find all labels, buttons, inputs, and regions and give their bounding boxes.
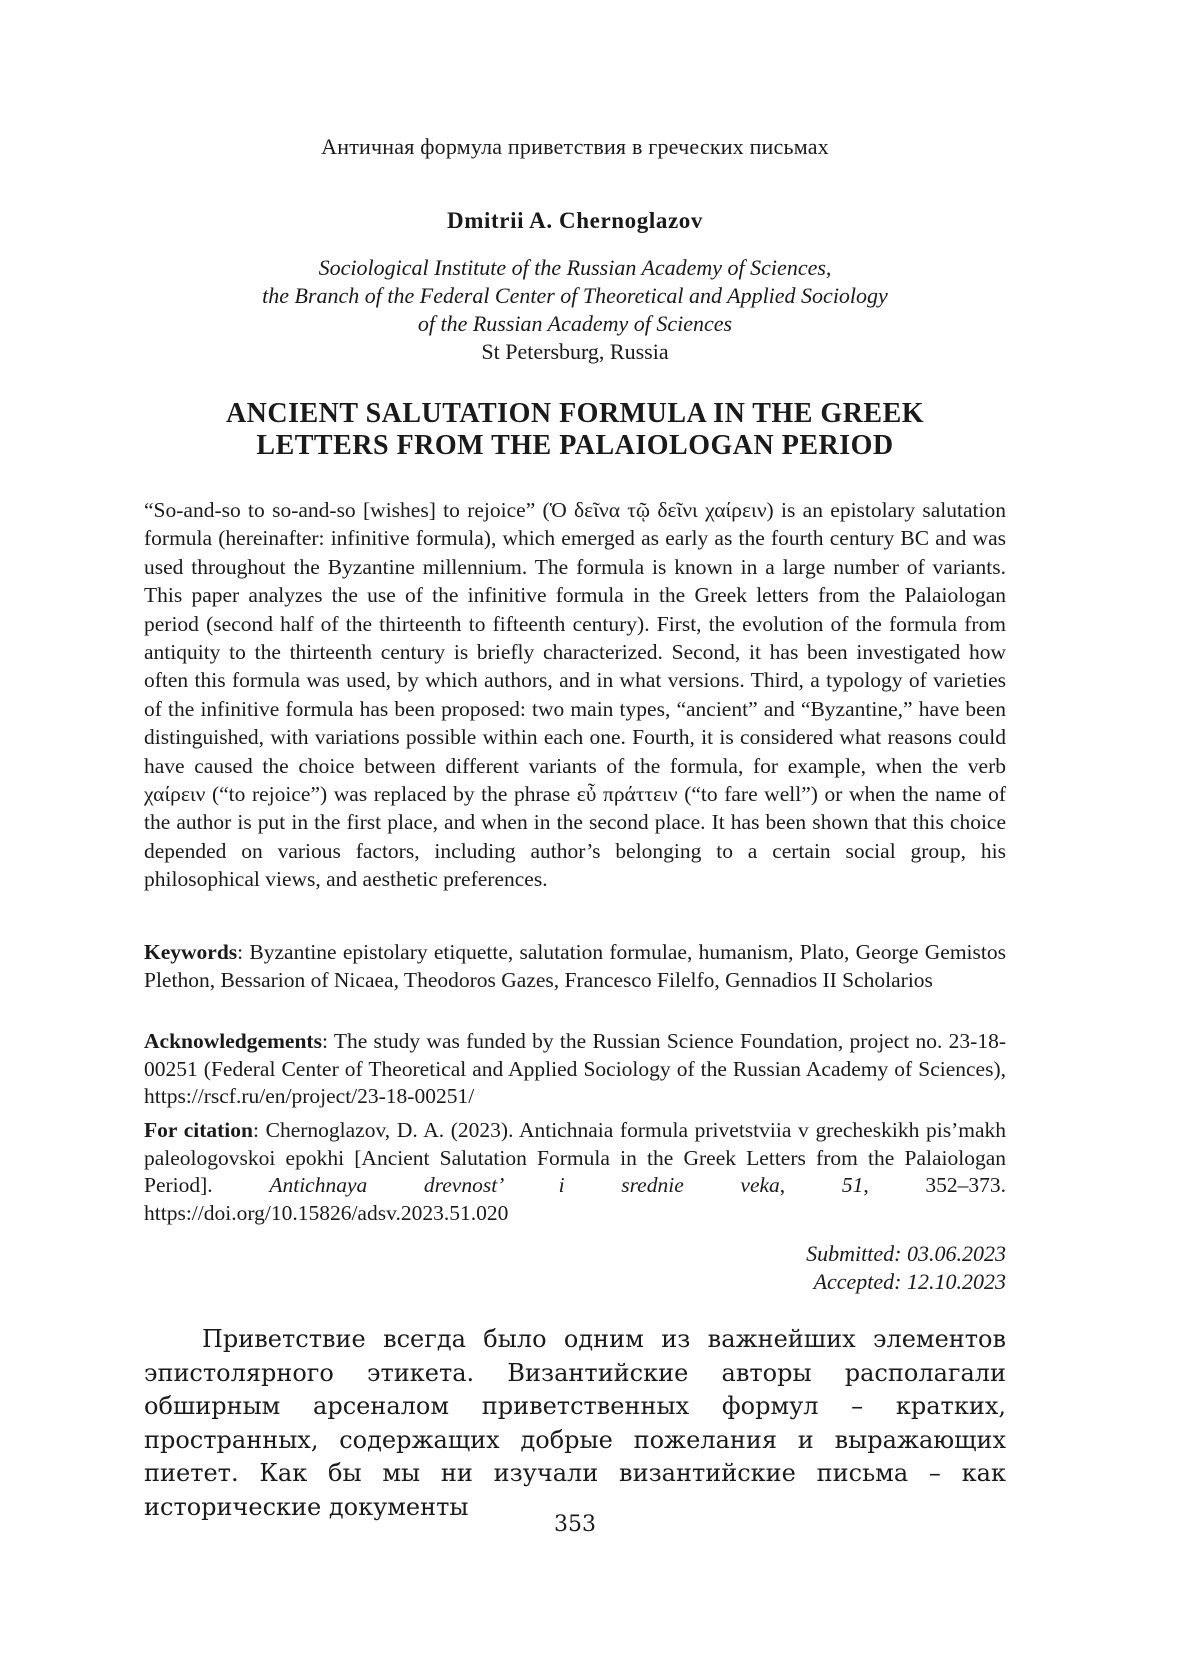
- acknowledgements-text: : The study was funded by the Russian Science Foundation, project no. 23-18-00251 (Federal Center of Theoretical and Applied Sociology of the Russian Academy of Sciences), https://rscf.ru/en/project/23-18-00251/: [144, 1029, 1006, 1108]
- citation-text-before: : Chernoglazov, D. A. (2023). Antichnaia formula privetstviia v grecheskikh pis’makh paleologovskoi epokhi [Ancient Salutation Formula in the Greek Letters from the Palaiologan Period].: [144, 1118, 1006, 1197]
- title-line-2: LETTERS FROM THE PALAIOLOGAN PERIOD: [256, 430, 894, 461]
- accepted-date: Accepted: 12.10.2023: [813, 1269, 1006, 1294]
- citation-journal: Antichnaya drevnost’ i srednie veka: [269, 1173, 780, 1197]
- abstract: “So-and-so to so-and-so [wishes] to rejoice” (Ὁ δεῖνα τῷ δεῖνι χαίρειν) is an epistolary salutation formula (hereinafter: infinitive formula), which emerged as early as the fourth century BC and was used throughout the Byzantine millennium. The formula is known in a large number of variants. This paper analyzes the use of the infinitive formula in the Greek letters from the Palaiologan period (second half of the thirteenth to fifteenth century). First, the evolution of the formula from antiquity to the thirteenth century is briefly characterized. Second, it has been investigated how often this formula was used, by which authors, and in what versions. Third, a typology of varieties of the infinitive formula has been proposed: two main types, “ancient” and “Byzantine,” have been distinguished, with variations possible within each one. Fourth, it is considered what reasons could have caused the choice between different variants of the formula, for example, when the verb χαίρειν (“to rejoice”) was replaced by the phrase εὖ πράττειν (“to fare well”) or when the name of the author is put in the first place, and when in the second place. It has been shown that this choice depended on various factors, including author’s belonging to a certain social group, his philosophical views, and aesthetic preferences.: [144, 498, 1006, 892]
- citation-text-after: , 352–373. https://doi.org/10.15826/adsv.2023.51.020: [144, 1173, 1007, 1225]
- acknowledgements-label: Acknowledgements: [144, 1029, 322, 1053]
- article-title: [144, 398, 1006, 462]
- submitted-date: Submitted: 03.06.2023: [806, 1241, 1006, 1266]
- citation-sep: ,: [779, 1173, 842, 1197]
- citation: [144, 1117, 1006, 1227]
- citation-volume: 51: [841, 1173, 864, 1197]
- citation-label: For citation: [144, 1118, 253, 1142]
- affiliation-line-1: Sociological Institute of the Russian Academy of Sciences,: [318, 255, 832, 280]
- dates: [806, 1240, 1006, 1296]
- affiliation-line-3: of the Russian Academy of Sciences: [417, 311, 733, 336]
- keywords: [144, 939, 1006, 994]
- affiliation-city: St Petersburg, Russia: [481, 339, 669, 364]
- acknowledgements: [144, 1028, 1006, 1111]
- keywords-text: : Byzantine epistolary etiquette, salutation formulae, humanism, Plato, George Gemistos Plethon, Bessarion of Nicaea, Theodoros Gazes, Francesco Filelfo, Gennadios II Scholarios: [144, 940, 1006, 992]
- author-name: Dmitrii A. Chernoglazov: [447, 208, 703, 233]
- affiliation: [144, 254, 1006, 366]
- body-paragraph: Приветствие всегда было одним из важнейших элементов эпистолярного этикета. Византийские авторы располагали обширным арсеналом приветственных формул – кратких, пространных, содержащих добрые пожелания и выражающих пиетет. Как бы мы ни изучали византийские письма – как исторические документы: [144, 1325, 1006, 1521]
- affiliation-line-2: the Branch of the Federal Center of Theoretical and Applied Sociology: [262, 283, 888, 308]
- page-number: 353: [554, 1512, 596, 1537]
- running-head: Античная формула приветствия в греческих письмах: [321, 134, 829, 159]
- title-line-1: ANCIENT SALUTATION FORMULA IN THE GREEK: [225, 398, 925, 429]
- keywords-label: Keywords: [144, 940, 238, 964]
